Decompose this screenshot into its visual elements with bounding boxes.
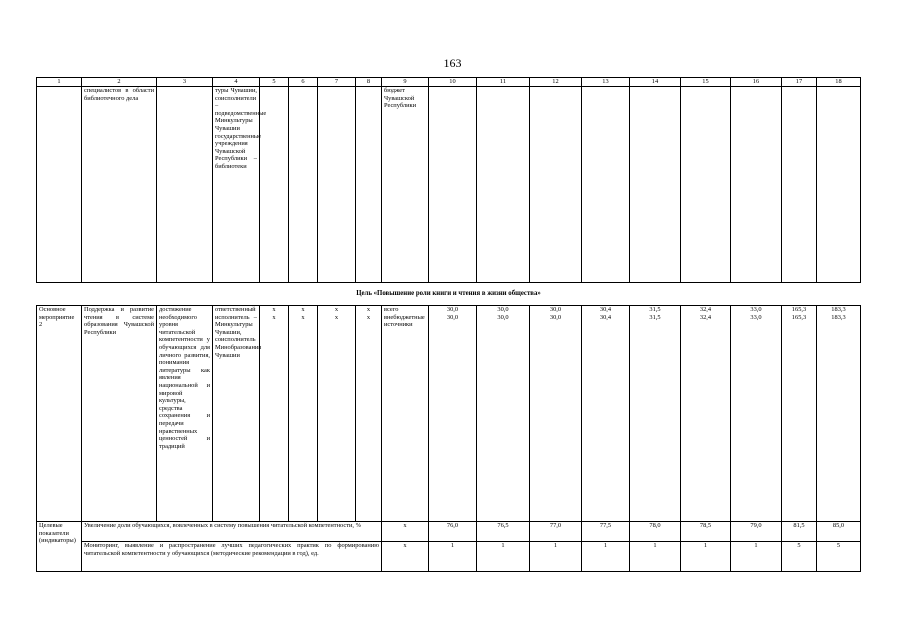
column-number: 13 <box>582 78 630 87</box>
cell-value: 183,3 183,3 <box>817 306 861 522</box>
cell-x-mark: x x <box>356 306 382 522</box>
cell-value: 30,0 30,0 <box>429 306 477 522</box>
cell-x-mark: x <box>382 542 429 572</box>
cell-main-event-name: Поддержка и развитие чтения в системе образования Чувашской Республики <box>82 306 157 522</box>
cell-value: 31,5 31,5 <box>630 306 681 522</box>
goal-row <box>37 283 861 306</box>
column-number: 11 <box>477 78 530 87</box>
cell-source: бюджет Чувашской Республики <box>382 87 429 283</box>
cell-value: 76,0 <box>429 522 477 542</box>
cell-event: специалистов в области библиотечного дела <box>82 87 157 283</box>
source-total: всего <box>384 306 399 313</box>
cell-value: 76,5 <box>477 522 530 542</box>
cell-value: 30,0 30,0 <box>530 306 582 522</box>
goal-title: Цель «Повышение роли книги и чтения в жизни общества» <box>37 283 861 306</box>
cell-value: 33,0 33,0 <box>731 306 782 522</box>
cell-value: 1 <box>681 542 731 572</box>
cell-main-event-goal: достижение необходимого уровня читательской компетентности у обучающихся для личного развития, понимания литературы как явления национальной и мировой культуры, средства сохранения и передачи нравственных ценностей и традиций <box>157 306 213 522</box>
column-number: 8 <box>356 78 382 87</box>
column-number: 1 <box>37 78 82 87</box>
column-number-row <box>37 78 861 87</box>
column-number: 18 <box>817 78 861 87</box>
program-table <box>36 77 861 572</box>
cell-value: 78,5 <box>681 522 731 542</box>
cell-value: 85,0 <box>817 522 861 542</box>
cell-indicator-text: Увеличение доли обучающихся, вовлеченных в систему повышения читательской компетентности, % <box>82 522 382 542</box>
column-number: 15 <box>681 78 731 87</box>
cell-value: 30,4 30,4 <box>582 306 630 522</box>
cell-x-mark: x x <box>318 306 356 522</box>
page-number: 163 <box>443 56 462 70</box>
column-number: 7 <box>318 78 356 87</box>
cell-sources <box>382 306 429 522</box>
cell-main-event-label: Основное мероприятие 2 <box>37 306 82 522</box>
source-extrabudget: внебюджетные источники <box>384 313 425 329</box>
cell-value: 79,0 <box>731 522 782 542</box>
cell-value: 1 <box>630 542 681 572</box>
table-row <box>37 542 861 572</box>
cell-value: 32,4 32,4 <box>681 306 731 522</box>
column-number: 12 <box>530 78 582 87</box>
cell-x-mark: x x <box>289 306 318 522</box>
cell-value: 5 <box>817 542 861 572</box>
column-number: 14 <box>630 78 681 87</box>
column-number: 10 <box>429 78 477 87</box>
cell-value: 1 <box>731 542 782 572</box>
cell-value: 81,5 <box>782 522 817 542</box>
column-number: 3 <box>157 78 213 87</box>
column-number: 9 <box>382 78 429 87</box>
cell-indicators-label: Целевые показатели (индикаторы) <box>37 522 82 572</box>
cell-value: 165,3 165,3 <box>782 306 817 522</box>
cell-value: 5 <box>782 542 817 572</box>
cell-main-event-executors: ответственный исполнитель – Минкультуры Чувашии, соисполнитель Минобразования Чувашии <box>213 306 260 522</box>
cell-value: 1 <box>582 542 630 572</box>
cell-x-mark: x x <box>260 306 289 522</box>
cell-value: 1 <box>429 542 477 572</box>
table-row <box>37 306 861 522</box>
cell-indicator-text: Мониторинг, выявление и распространение лучших педагогических практик по формированию читательской компетентности у обучающихся (методические рекомендации в год), ед. <box>82 542 382 572</box>
cell-x-mark: x <box>382 522 429 542</box>
column-number: 16 <box>731 78 782 87</box>
cell-executors: туры Чувашии, соисполнители – подведомственные Минкультуры Чувашии государственные учреждения Чувашской Республики – библиотеки <box>213 87 260 283</box>
column-number: 17 <box>782 78 817 87</box>
column-number: 5 <box>260 78 289 87</box>
cell-value: 1 <box>530 542 582 572</box>
column-number: 2 <box>82 78 157 87</box>
cell-value: 1 <box>477 542 530 572</box>
cell-value: 77,5 <box>582 522 630 542</box>
column-number: 4 <box>213 78 260 87</box>
cell-value: 78,0 <box>630 522 681 542</box>
table-row <box>37 522 861 542</box>
cell-value: 77,0 <box>530 522 582 542</box>
table-row <box>37 87 861 283</box>
column-number: 6 <box>289 78 318 87</box>
cell-value: 30,0 30,0 <box>477 306 530 522</box>
